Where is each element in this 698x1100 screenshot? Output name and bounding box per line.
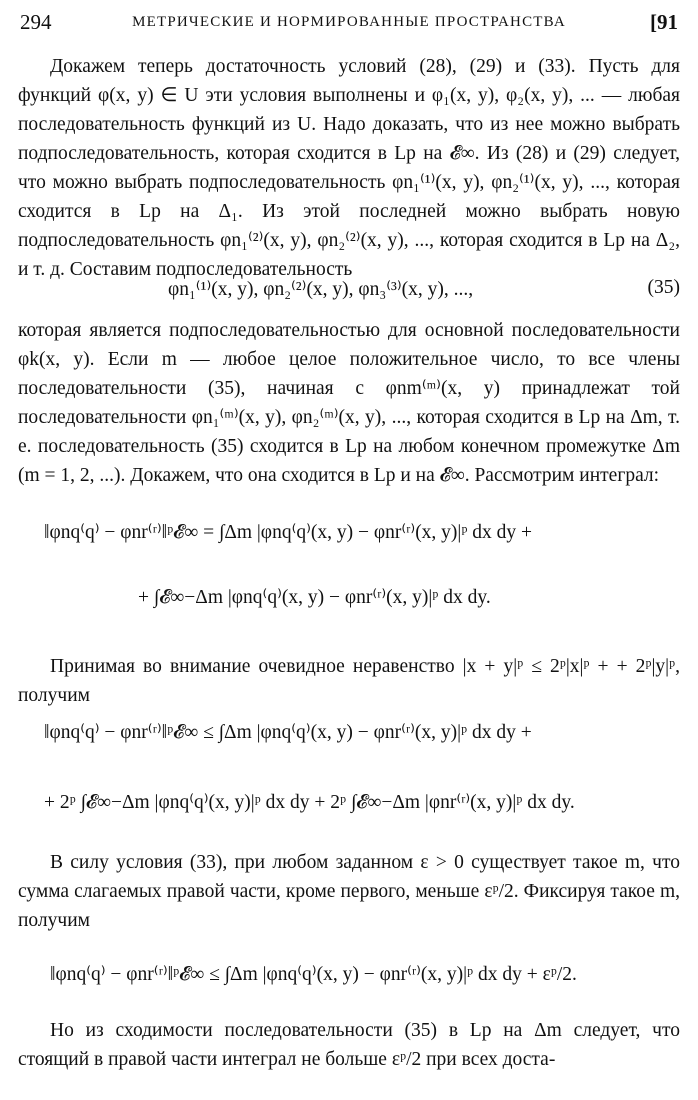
integral-equation-3: ‖φnq⁽q⁾ − φnr⁽ʳ⁾‖ᵖ𝓔∞ ≤ ∫Δm |φnq⁽q⁾(x, y) − φnr⁽ʳ⁾(x, y)|ᵖ dx dy + εᵖ/2. — [50, 964, 577, 985]
page-number: 294 — [20, 10, 52, 34]
equation-label: (35) — [647, 277, 680, 298]
equation-35: φn₁⁽¹⁾(x, y), φn₂⁽²⁾(x, y), φn₃⁽³⁾(x, y), ..., — [168, 279, 474, 300]
paragraph-2 — [18, 316, 680, 490]
running-title: МЕТРИЧЕСКИЕ И НОРМИРОВАННЫЕ ПРОСТРАНСТВА — [132, 14, 566, 30]
paragraph-text: Докажем теперь достаточность условий (28), (29) и (33). Пусть для функций φ(x, y) ∈ U эти условия выполнены и φ₁(x, y), φ₂(x, y), ... — любая последовательность функций из U. Надо доказать, что из нее можно выбрать подпоследовательность, которая сходится в Lp на 𝓔∞. Из (28) и (29) следует, что можно выбрать подпоследовательность φn₁⁽¹⁾(x, y), φn₂⁽¹⁾(x, y), ..., которая сходится в Lp на Δ₁. Из этой последней можно выбрать новую подпоследовательность φn₁⁽²⁾(x, y), φn₂⁽²⁾(x, y), ..., которая сходится в Lp на Δ₂, и т. д. Составим подпоследовательность — [18, 56, 680, 280]
paragraph-text: Принимая во внимание очевидное неравенство |x + y|ᵖ ≤ 2ᵖ|x|ᵖ + + 2ᵖ|y|ᵖ, получим — [18, 656, 680, 706]
paragraph-3 — [18, 652, 680, 710]
paragraph-4 — [18, 848, 680, 935]
integral-equation-1-line-2: + ∫𝓔∞−Δm |φnq⁽q⁾(x, y) − φnr⁽ʳ⁾(x, y)|ᵖ dx dy. — [138, 587, 491, 608]
paragraph-text: Но из сходимости последовательности (35) в Lp на Δm следует, что стоящий в правой части интеграл не больше εᵖ/2 при всех доста- — [18, 1020, 680, 1070]
integral-equation-1-line-1: ‖φnq⁽q⁾ − φnr⁽ʳ⁾‖ᵖ𝓔∞ = ∫Δm |φnq⁽q⁾(x, y) − φnr⁽ʳ⁾(x, y)|ᵖ dx dy + — [44, 522, 533, 543]
section-number: [91 — [650, 10, 678, 34]
paragraph-text: В силу условия (33), при любом заданном ε > 0 существует такое m, что сумма слагаемых правой части, кроме первого, меньше εᵖ/2. Фиксируя такое m, получим — [18, 852, 680, 931]
integral-equation-2-line-1: ‖φnq⁽q⁾ − φnr⁽ʳ⁾‖ᵖ𝓔∞ ≤ ∫Δm |φnq⁽q⁾(x, y) − φnr⁽ʳ⁾(x, y)|ᵖ dx dy + — [44, 722, 532, 743]
paragraph-text: которая является подпоследовательностью для основной последовательности φk(x, y). Если m — любое целое положительное число, то все члены последовательности (35), начиная с φnm⁽ᵐ⁾(x, y) принадлежат той последовательности φn₁⁽ᵐ⁾(x, y), φn₂⁽ᵐ⁾(x, y), ..., которая сходится в Lp на Δm, т. е. последовательность (35) сходится в Lp на любом конечном промежутке Δm (m = 1, 2, ...). Докажем, что она сходится в Lp и на 𝓔∞. Рассмотрим интеграл: — [18, 320, 680, 486]
integral-equation-2-line-2: + 2ᵖ ∫𝓔∞−Δm |φnq⁽q⁾(x, y)|ᵖ dx dy + 2ᵖ ∫𝓔∞−Δm |φnr⁽ʳ⁾(x, y)|ᵖ dx dy. — [44, 792, 575, 813]
paragraph-1 — [18, 52, 680, 284]
paragraph-5 — [18, 1016, 680, 1074]
